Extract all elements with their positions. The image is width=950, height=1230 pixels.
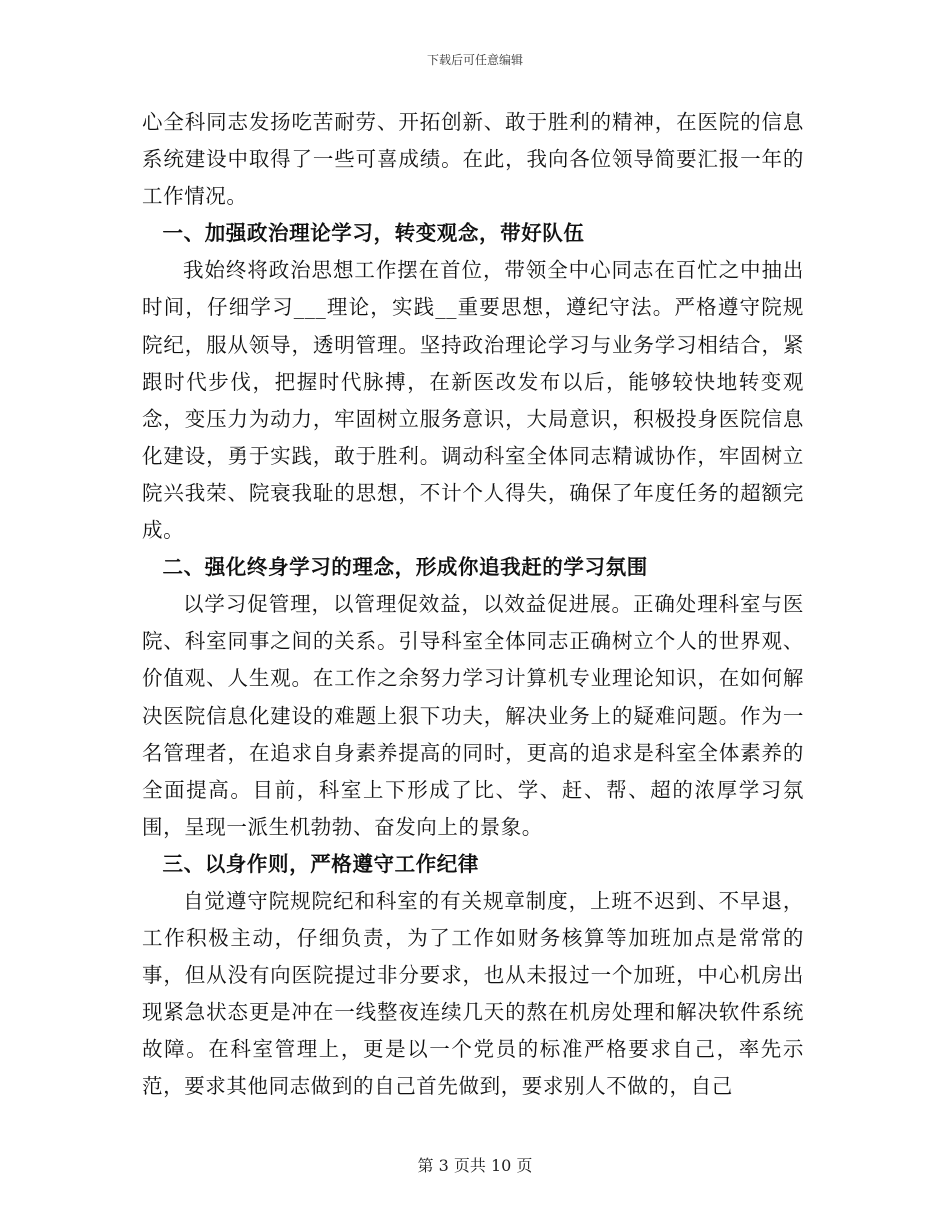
- section-1-paragraph: 我始终将政治思想工作摆在首位，带领全中心同志在百忙之中抽出时间，仔细学习___理论，实践__重要思想，遵纪守法。严格遵守院规院纪，服从领导，透明管理。坚持政治理论学习与业务学习相结合，紧跟时代步伐，把握时代脉搏，在新医改发布以后，能够较快地转变观念，变压力为动力，牢固树立服务意识，大局意识，积极投身医院信息化建设，勇于实践，敢于胜利。调动科室全体同志精诚协作，牢固树立院兴我荣、院衰我耻的思想，不计个人得失，确保了年度任务的超额完成。: [142, 258, 804, 543]
- intro-paragraph: 心全科同志发扬吃苦耐劳、开拓创新、敢于胜利的精神，在医院的信息系统建设中取得了一些可喜成绩。在此，我向各位领导简要汇报一年的工作情况。: [142, 110, 804, 209]
- section-3-heading: 三、以身作则，严格遵守工作纪律: [162, 851, 479, 876]
- section-3-paragraph: 自觉遵守院规院纪和科室的有关规章制度，上班不迟到、不早退，工作积极主动，仔细负责，为了工作如财务核算等加班加点是常常的事，但从没有向医院提过非分要求，也从未报过一个加班，中心机房出现紧急状态更是冲在一线整夜连续几天的熬在机房处理和解决软件系统故障。在科室管理上，更是以一个党员的标准严格要求自己，率先示范，要求其他同志做到的自己首先做到，要求别人不做的，自己: [142, 888, 804, 1099]
- section-2-heading: 二、强化终身学习的理念，形成你追我赶的学习氛围: [162, 555, 648, 580]
- page-number-footer: 第 3 页共 10 页: [417, 1156, 533, 1175]
- document-body: [142, 104, 804, 1106]
- section-2-paragraph: 以学习促管理，以管理促效益，以效益促进展。正确处理科室与医院、科室同事之间的关系。引导科室全体同志正确树立个人的世界观、价值观、人生观。在工作之余努力学习计算机专业理论知识，在如何解决医院信息化建设的难题上狠下功夫，解决业务上的疑难问题。作为一名管理者，在追求自身素养提高的同时，更高的追求是科室全体素养的全面提高。目前，科室上下形成了比、学、赶、帮、超的浓厚学习氛围，呈现一派生机勃勃、奋发向上的景象。: [142, 592, 804, 839]
- page-header-note: 下载后可任意编辑: [426, 53, 523, 67]
- section-1-heading: 一、加强政治理论学习，转变观念，带好队伍: [162, 221, 585, 246]
